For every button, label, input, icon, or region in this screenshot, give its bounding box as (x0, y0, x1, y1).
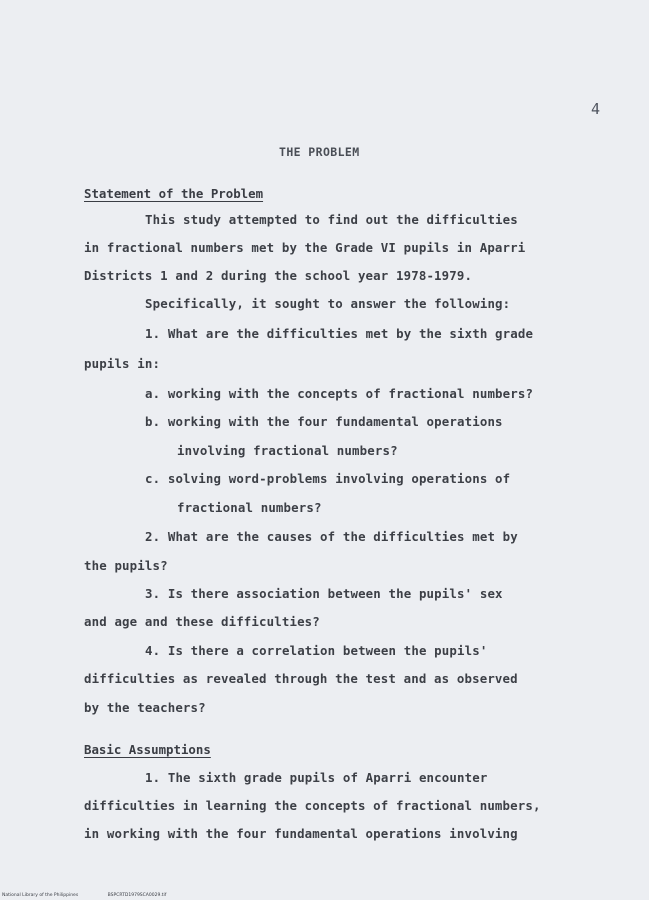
subquestion-line: c. solving word-problems involving operations of (145, 471, 511, 486)
section-heading-assumptions: Basic Assumptions (84, 742, 211, 757)
question-line: 3. Is there association between the pupils' sex (145, 586, 503, 601)
question-line: pupils in: (84, 356, 161, 371)
question-line: difficulties as revealed through the test and as observed (84, 671, 518, 686)
subquestion-line: a. working with the concepts of fractional numbers? (145, 386, 534, 401)
subquestion-line: b. working with the four fundamental operations (145, 414, 503, 429)
assumption-line: in working with the four fundamental operations involving (84, 826, 518, 841)
assumption-line: difficulties in learning the concepts of fractional numbers, (84, 798, 541, 813)
paragraph-line: Districts 1 and 2 during the school year 1978-1979. (84, 268, 473, 283)
section-heading-statement: Statement of the Problem (84, 186, 264, 201)
paragraph-line: in fractional numbers met by the Grade VI pupils in Aparri (84, 240, 526, 255)
subquestion-line: involving fractional numbers? (177, 443, 398, 458)
question-line: the pupils? (84, 558, 168, 573)
question-line: 1. What are the difficulties met by the sixth grade (145, 326, 534, 341)
question-line: and age and these difficulties? (84, 614, 320, 629)
subquestion-line: fractional numbers? (177, 500, 322, 515)
footer-code: BSPCRTD1979SCA0029.tif (107, 893, 167, 898)
page-number: 4 (591, 100, 601, 118)
question-line: 4. Is there a correlation between the pupils' (145, 643, 488, 658)
assumption-line: 1. The sixth grade pupils of Aparri encounter (145, 770, 488, 785)
paragraph-line: Specifically, it sought to answer the following: (145, 296, 511, 311)
question-line: 2. What are the causes of the difficulties met by (145, 529, 518, 544)
footer-library: National Library of the Philippines (2, 893, 79, 898)
scan-footer (2, 893, 194, 898)
chapter-title: THE PROBLEM (279, 145, 360, 159)
paragraph-line: This study attempted to find out the difficulties (145, 212, 518, 227)
question-line: by the teachers? (84, 700, 206, 715)
